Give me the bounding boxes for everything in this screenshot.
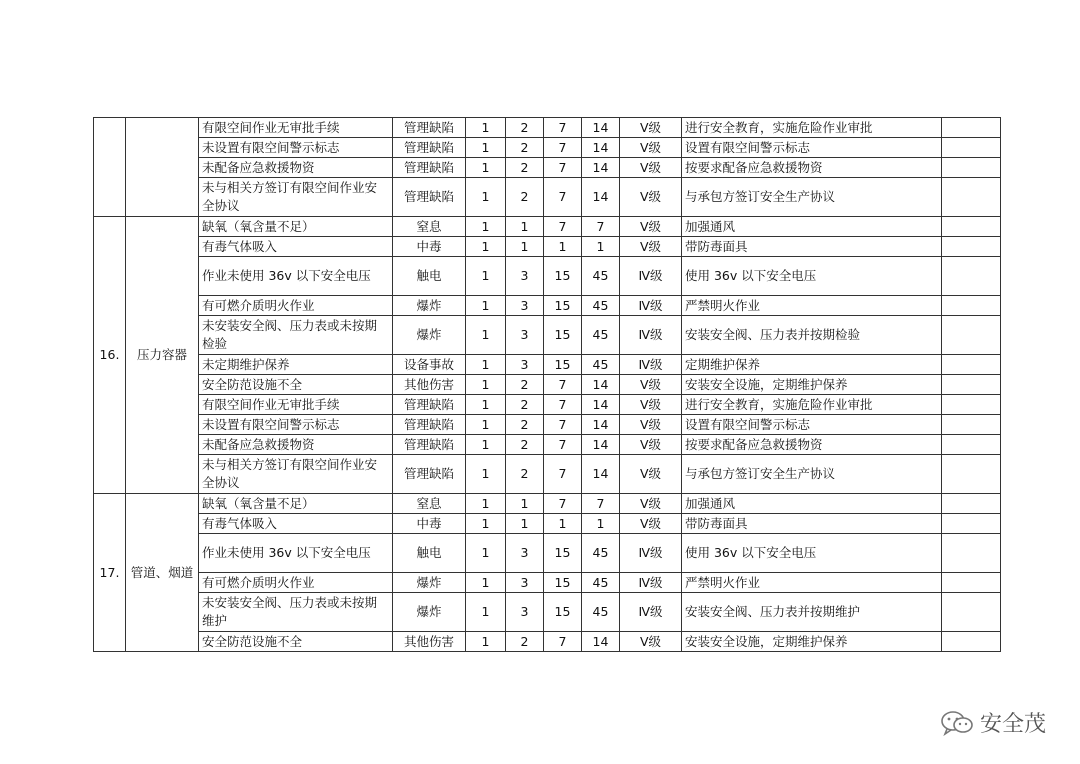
cell-remarks [942,138,1001,158]
cell-consequence: 15 [544,296,582,316]
cell-consequence: 7 [544,178,582,217]
cell-risk-score: 45 [582,534,620,573]
cell-control-measure: 严禁明火作业 [682,296,942,316]
table-row [94,494,1001,514]
table-row [94,593,1001,632]
cell-likelihood: 1 [466,138,506,158]
cell-likelihood: 1 [466,257,506,296]
cell-risk-score: 1 [582,237,620,257]
cell-exposure: 2 [506,415,544,435]
cell-hazard: 安全防范设施不全 [199,375,393,395]
table-row [94,296,1001,316]
cell-risk-level: Ⅴ级 [620,632,682,652]
cell-risk-score: 14 [582,395,620,415]
cell-risk-level: Ⅴ级 [620,435,682,455]
cell-remarks [942,455,1001,494]
cell-hazard: 作业未使用 36v 以下安全电压 [199,257,393,296]
cell-remarks [942,355,1001,375]
cell-consequence: 7 [544,494,582,514]
cell-accident-type: 管理缺陷 [393,455,466,494]
cell-risk-level: Ⅴ级 [620,455,682,494]
cell-control-measure: 使用 36v 以下安全电压 [682,534,942,573]
table-row [94,158,1001,178]
cell-risk-score: 14 [582,415,620,435]
cell-exposure: 3 [506,257,544,296]
cell-remarks [942,316,1001,355]
cell-hazard: 未与相关方签订有限空间作业安全协议 [199,178,393,217]
cell-accident-type: 中毒 [393,514,466,534]
cell-risk-level: Ⅴ级 [620,237,682,257]
cell-control-measure: 使用 36v 以下安全电压 [682,257,942,296]
cell-exposure: 1 [506,217,544,237]
cell-risk-level: Ⅴ级 [620,217,682,237]
cell-likelihood: 1 [466,217,506,237]
cell-risk-level: Ⅴ级 [620,178,682,217]
cell-accident-type: 爆炸 [393,573,466,593]
cell-control-measure: 设置有限空间警示标志 [682,138,942,158]
cell-remarks [942,435,1001,455]
cell-control-measure: 安装安全设施，定期维护保养 [682,375,942,395]
cell-remarks [942,375,1001,395]
cell-control-measure: 按要求配备应急救援物资 [682,158,942,178]
cell-exposure: 1 [506,514,544,534]
cell-accident-type: 管理缺陷 [393,415,466,435]
cell-consequence: 15 [544,316,582,355]
cell-likelihood: 1 [466,158,506,178]
cell-risk-score: 14 [582,375,620,395]
cell-risk-score: 14 [582,158,620,178]
cell-exposure: 2 [506,455,544,494]
table-row [94,316,1001,355]
cell-accident-type: 触电 [393,534,466,573]
group-number [94,118,126,217]
cell-remarks [942,158,1001,178]
watermark [940,707,1046,738]
cell-remarks [942,395,1001,415]
cell-control-measure: 加强通风 [682,494,942,514]
cell-consequence: 7 [544,395,582,415]
table-row [94,237,1001,257]
cell-accident-type: 爆炸 [393,593,466,632]
cell-likelihood: 1 [466,296,506,316]
cell-risk-score: 14 [582,455,620,494]
cell-exposure: 3 [506,573,544,593]
cell-accident-type: 其他伤害 [393,632,466,652]
cell-remarks [942,296,1001,316]
cell-consequence: 7 [544,435,582,455]
table-row [94,455,1001,494]
cell-accident-type: 设备事故 [393,355,466,375]
cell-control-measure: 安装安全阀、压力表并按期检验 [682,316,942,355]
cell-likelihood: 1 [466,455,506,494]
cell-accident-type: 管理缺陷 [393,118,466,138]
cell-control-measure: 设置有限空间警示标志 [682,415,942,435]
cell-control-measure: 定期维护保养 [682,355,942,375]
cell-remarks [942,514,1001,534]
wechat-icon [940,710,974,736]
group-name [126,118,199,217]
risk-assessment-table [93,117,1001,652]
cell-accident-type: 管理缺陷 [393,178,466,217]
cell-consequence: 7 [544,375,582,395]
cell-likelihood: 1 [466,118,506,138]
cell-control-measure: 与承包方签订安全生产协议 [682,455,942,494]
cell-risk-score: 14 [582,138,620,158]
table-row [94,375,1001,395]
cell-consequence: 7 [544,118,582,138]
cell-risk-level: Ⅴ级 [620,118,682,138]
cell-risk-level: Ⅴ级 [620,514,682,534]
cell-control-measure: 严禁明火作业 [682,573,942,593]
cell-risk-level: Ⅳ级 [620,257,682,296]
table-row [94,118,1001,138]
cell-likelihood: 1 [466,573,506,593]
cell-risk-level: Ⅴ级 [620,158,682,178]
cell-likelihood: 1 [466,514,506,534]
cell-hazard: 未与相关方签订有限空间作业安全协议 [199,455,393,494]
cell-hazard: 缺氧（氧含量不足） [199,494,393,514]
cell-hazard: 未设置有限空间警示标志 [199,415,393,435]
cell-control-measure: 按要求配备应急救援物资 [682,435,942,455]
cell-remarks [942,593,1001,632]
cell-risk-score: 45 [582,296,620,316]
cell-likelihood: 1 [466,593,506,632]
cell-exposure: 2 [506,138,544,158]
cell-risk-score: 1 [582,514,620,534]
cell-remarks [942,415,1001,435]
cell-consequence: 15 [544,534,582,573]
cell-consequence: 15 [544,257,582,296]
cell-risk-level: Ⅴ级 [620,494,682,514]
cell-remarks [942,534,1001,573]
cell-control-measure: 进行安全教育，实施危险作业审批 [682,395,942,415]
table-row [94,514,1001,534]
cell-remarks [942,632,1001,652]
cell-control-measure: 进行安全教育，实施危险作业审批 [682,118,942,138]
cell-risk-score: 14 [582,118,620,138]
cell-hazard: 未安装安全阀、压力表或未按期维护 [199,593,393,632]
table-row [94,178,1001,217]
cell-hazard: 未定期维护保养 [199,355,393,375]
cell-likelihood: 1 [466,178,506,217]
cell-hazard: 有毒气体吸入 [199,237,393,257]
cell-risk-level: Ⅴ级 [620,415,682,435]
cell-risk-level: Ⅳ级 [620,534,682,573]
cell-exposure: 1 [506,494,544,514]
group-name: 管道、烟道 [126,494,199,652]
cell-accident-type: 爆炸 [393,296,466,316]
cell-risk-level: Ⅴ级 [620,375,682,395]
cell-risk-level: Ⅴ级 [620,138,682,158]
cell-accident-type: 爆炸 [393,316,466,355]
cell-accident-type: 管理缺陷 [393,395,466,415]
cell-exposure: 3 [506,534,544,573]
cell-exposure: 2 [506,118,544,138]
cell-risk-level: Ⅴ级 [620,395,682,415]
cell-consequence: 7 [544,455,582,494]
table-row [94,355,1001,375]
cell-likelihood: 1 [466,237,506,257]
table-row [94,435,1001,455]
cell-accident-type: 其他伤害 [393,375,466,395]
cell-exposure: 3 [506,296,544,316]
cell-risk-score: 45 [582,355,620,375]
cell-likelihood: 1 [466,494,506,514]
cell-remarks [942,237,1001,257]
cell-risk-level: Ⅳ级 [620,593,682,632]
cell-risk-level: Ⅳ级 [620,573,682,593]
cell-exposure: 3 [506,316,544,355]
cell-hazard: 未设置有限空间警示标志 [199,138,393,158]
group-name: 压力容器 [126,217,199,494]
cell-risk-score: 45 [582,316,620,355]
cell-likelihood: 1 [466,375,506,395]
cell-consequence: 15 [544,593,582,632]
cell-control-measure: 带防毒面具 [682,237,942,257]
cell-risk-score: 45 [582,573,620,593]
cell-consequence: 15 [544,573,582,593]
cell-remarks [942,178,1001,217]
cell-control-measure: 加强通风 [682,217,942,237]
cell-accident-type: 中毒 [393,237,466,257]
cell-likelihood: 1 [466,435,506,455]
table-row [94,257,1001,296]
cell-remarks [942,494,1001,514]
cell-consequence: 1 [544,514,582,534]
cell-remarks [942,118,1001,138]
cell-likelihood: 1 [466,395,506,415]
group-number: 16. [94,217,126,494]
cell-remarks [942,573,1001,593]
cell-control-measure: 与承包方签订安全生产协议 [682,178,942,217]
cell-risk-score: 14 [582,178,620,217]
cell-accident-type: 窒息 [393,494,466,514]
cell-risk-score: 7 [582,494,620,514]
table-row [94,573,1001,593]
cell-exposure: 2 [506,395,544,415]
cell-exposure: 2 [506,158,544,178]
cell-risk-score: 14 [582,435,620,455]
cell-accident-type: 管理缺陷 [393,138,466,158]
cell-likelihood: 1 [466,316,506,355]
cell-likelihood: 1 [466,534,506,573]
cell-hazard: 安全防范设施不全 [199,632,393,652]
cell-risk-score: 45 [582,257,620,296]
table-body [94,118,1001,652]
table-row [94,415,1001,435]
cell-hazard: 有毒气体吸入 [199,514,393,534]
cell-exposure: 3 [506,593,544,632]
cell-consequence: 1 [544,237,582,257]
cell-exposure: 1 [506,237,544,257]
cell-hazard: 未安装安全阀、压力表或未按期检验 [199,316,393,355]
cell-accident-type: 窒息 [393,217,466,237]
cell-hazard: 有限空间作业无审批手续 [199,395,393,415]
cell-accident-type: 管理缺陷 [393,435,466,455]
cell-likelihood: 1 [466,632,506,652]
cell-consequence: 7 [544,415,582,435]
cell-exposure: 2 [506,435,544,455]
cell-accident-type: 管理缺陷 [393,158,466,178]
cell-remarks [942,217,1001,237]
group-number: 17. [94,494,126,652]
cell-hazard: 有可燃介质明火作业 [199,573,393,593]
cell-consequence: 7 [544,138,582,158]
table-row [94,395,1001,415]
cell-hazard: 有限空间作业无审批手续 [199,118,393,138]
watermark-text: 安全茂 [979,712,1046,737]
cell-hazard: 缺氧（氧含量不足） [199,217,393,237]
cell-exposure: 3 [506,355,544,375]
cell-consequence: 7 [544,158,582,178]
cell-hazard: 作业未使用 36v 以下安全电压 [199,534,393,573]
cell-risk-level: Ⅳ级 [620,296,682,316]
cell-risk-level: Ⅳ级 [620,316,682,355]
cell-exposure: 2 [506,375,544,395]
table-row [94,217,1001,237]
cell-exposure: 2 [506,178,544,217]
table-row [94,534,1001,573]
cell-risk-score: 45 [582,593,620,632]
cell-hazard: 未配备应急救援物资 [199,158,393,178]
cell-accident-type: 触电 [393,257,466,296]
table-row [94,632,1001,652]
cell-control-measure: 安装安全设施，定期维护保养 [682,632,942,652]
cell-risk-score: 7 [582,217,620,237]
cell-hazard: 有可燃介质明火作业 [199,296,393,316]
table-row [94,138,1001,158]
cell-remarks [942,257,1001,296]
cell-consequence: 15 [544,355,582,375]
cell-consequence: 7 [544,217,582,237]
cell-exposure: 2 [506,632,544,652]
cell-risk-score: 14 [582,632,620,652]
cell-consequence: 7 [544,632,582,652]
cell-likelihood: 1 [466,355,506,375]
cell-likelihood: 1 [466,415,506,435]
cell-control-measure: 带防毒面具 [682,514,942,534]
cell-hazard: 未配备应急救援物资 [199,435,393,455]
cell-risk-level: Ⅳ级 [620,355,682,375]
cell-control-measure: 安装安全阀、压力表并按期维护 [682,593,942,632]
